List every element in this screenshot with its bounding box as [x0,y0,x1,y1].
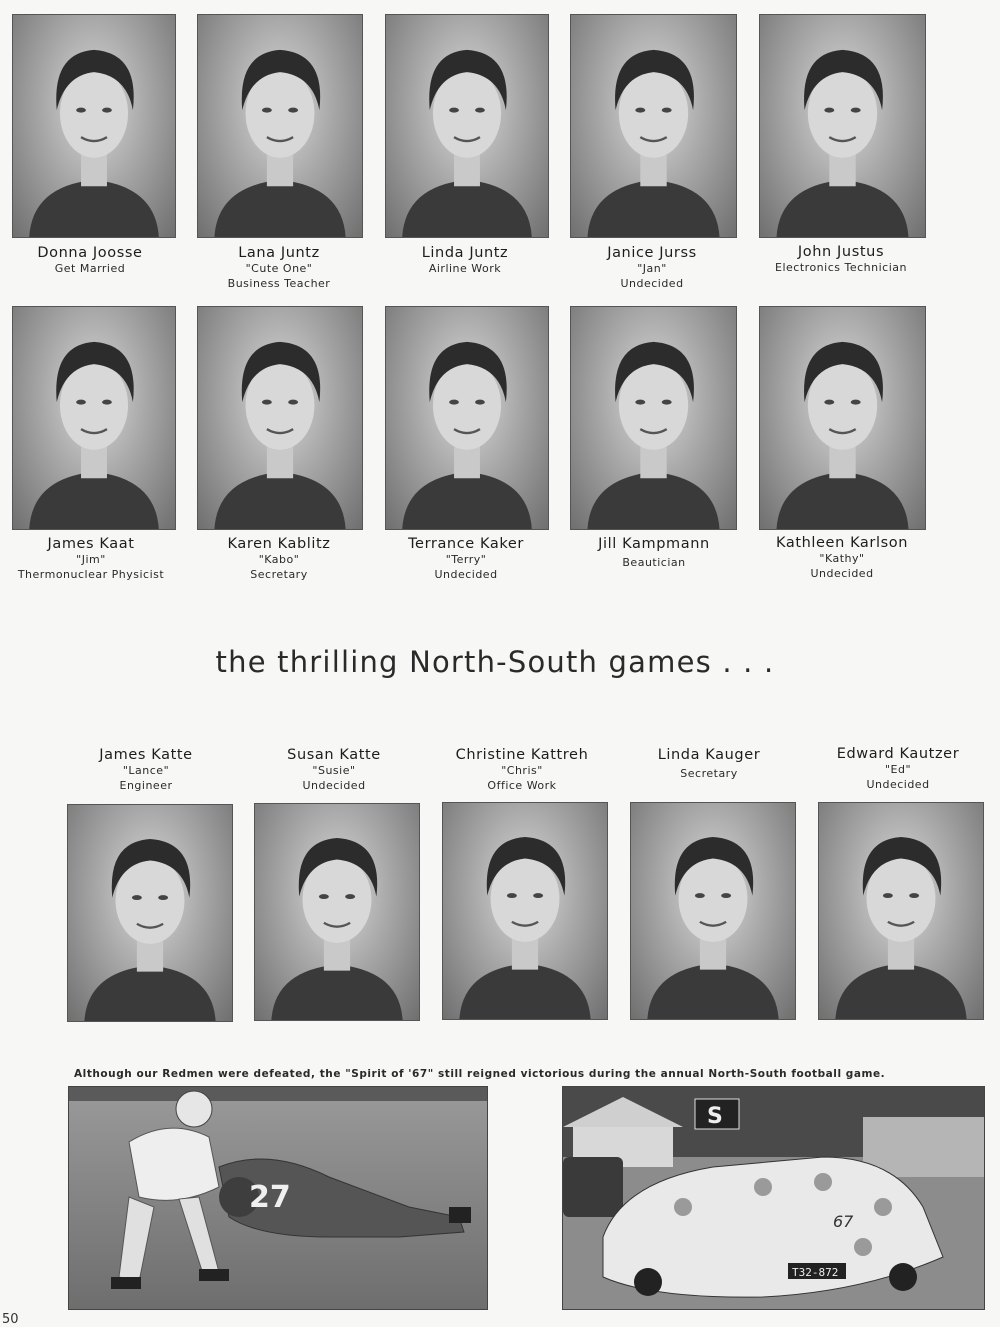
student-nickname: "Jim" [76,553,106,566]
student-nickname: "Susie" [312,764,356,777]
portrait-linda-juntz [385,14,549,238]
portrait-illustration [198,307,362,529]
student-line: Beautician [622,556,686,569]
student-line: Undecided [810,566,874,580]
caption-jill-kampmann [559,536,749,571]
student-line: Engineer [119,778,173,792]
caption-kathleen-karlson [747,535,937,581]
student-nickname: "Kathy" [819,552,865,565]
student-name: Terrance Kaker [408,536,524,552]
caption-linda-juntz [370,245,560,277]
caption-john-justus [746,244,936,276]
portrait-illustration [443,803,607,1019]
caption-christine-kattreh [427,747,617,793]
portrait-lana-juntz [197,14,363,238]
car-scene [563,1087,984,1309]
student-name: Donna Joosse [37,245,143,261]
student-name: Jill Kampmann [598,536,710,552]
portrait-illustration [571,15,736,237]
portrait-illustration [819,803,983,1019]
caption-janice-jurss [557,245,747,291]
caption-susan-katte [239,747,429,793]
portrait-james-katte [67,804,233,1022]
football-scene [69,1087,487,1309]
portrait-illustration [68,805,232,1021]
student-name: James Katte [99,747,193,763]
portrait-illustration [760,307,925,529]
student-line: Undecided [866,777,930,791]
jersey-number: 27 [249,1180,291,1215]
student-name: Linda Juntz [421,245,509,261]
portrait-kathleen-karlson [759,306,926,530]
pennant-letter: S [707,1104,723,1129]
student-name: Janice Jurss [607,245,697,261]
portrait-illustration [198,15,362,237]
caption-edward-kautzer [803,746,993,792]
caption-linda-kauger [614,747,804,782]
student-name: Edward Kautzer [836,746,960,762]
portrait-janice-jurss [570,14,737,238]
student-nickname: "Jan" [637,262,667,275]
page-number: 50 [2,1312,19,1327]
caption-lana-juntz [184,245,374,291]
student-nickname: "Cute One" [245,262,313,275]
student-line: Electronics Technician [775,261,907,274]
caption-james-kaat [0,536,186,582]
caption-donna-joosse [0,245,185,277]
student-nickname: "Kabo" [258,553,300,566]
student-name: Christine Kattreh [455,747,589,763]
portrait-susan-katte [254,803,420,1021]
portrait-illustration [13,15,175,237]
student-line: Thermonuclear Physicist [17,567,165,581]
student-name: James Kaat [47,536,135,552]
portrait-karen-kablitz [197,306,363,530]
photo-caption: Although our Redmen were defeated, the "Spirit of '67" still reigned victorious during the annual North-South football game. [74,1068,886,1080]
student-name: Lana Juntz [238,245,320,261]
student-nickname: "Chris" [501,764,543,777]
portrait-linda-kauger [630,802,796,1020]
license-plate: T32-872 [792,1266,839,1279]
student-line: Business Teacher [227,276,331,290]
student-line: Secretary [250,567,308,581]
decorated-car-photo [562,1086,985,1310]
portrait-illustration [571,307,736,529]
student-name: Linda Kauger [657,747,761,763]
portrait-illustration [760,15,925,237]
student-line: Undecided [302,778,366,792]
caption-karen-kablitz [184,536,374,582]
portrait-illustration [386,307,548,529]
portrait-john-justus [759,14,926,238]
student-nickname: "Terry" [445,553,487,566]
portrait-james-kaat [12,306,176,530]
student-line: Office Work [487,778,557,792]
car-decal: 67 [833,1212,854,1231]
student-line: Airline Work [428,262,502,275]
student-line: Get Married [54,262,126,275]
portrait-illustration [255,804,419,1020]
portrait-christine-kattreh [442,802,608,1020]
student-nickname: "Lance" [122,764,170,777]
section-headline: the thrilling North-South games . . . [215,645,775,679]
caption-terrance-kaker [371,536,561,582]
student-line: Secretary [680,767,738,780]
portrait-donna-joosse [12,14,176,238]
student-line: Undecided [434,567,498,581]
student-nickname: "Ed" [884,763,912,776]
portrait-edward-kautzer [818,802,984,1020]
student-name: John Justus [797,244,885,260]
student-name: Kathleen Karlson [775,535,909,551]
caption-james-katte [51,747,241,793]
portrait-illustration [13,307,175,529]
portrait-illustration [631,803,795,1019]
football-game-photo [68,1086,488,1310]
portrait-terrance-kaker [385,306,549,530]
student-name: Karen Kablitz [227,536,331,552]
student-name: Susan Katte [287,747,381,763]
student-line: Undecided [620,276,684,290]
portrait-jill-kampmann [570,306,737,530]
portrait-illustration [386,15,548,237]
